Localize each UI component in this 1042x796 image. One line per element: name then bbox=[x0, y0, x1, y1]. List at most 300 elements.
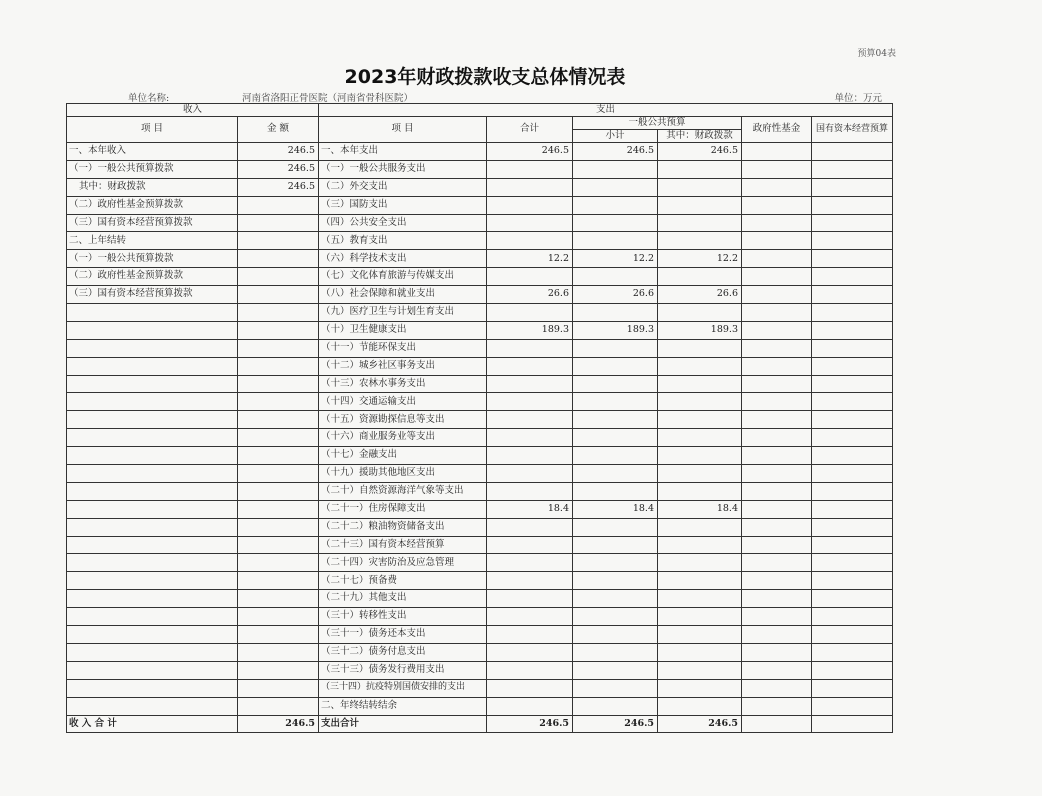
income-item-cell: 一、本年收入 bbox=[67, 143, 238, 161]
expenditure-item-cell: （五）教育支出 bbox=[319, 232, 487, 250]
income-amount-cell bbox=[238, 339, 319, 357]
fiscal-grant-cell bbox=[658, 697, 742, 715]
state-capital-cell bbox=[812, 661, 893, 679]
subtotal-cell bbox=[573, 554, 658, 572]
income-amount-cell bbox=[238, 518, 319, 536]
table-row bbox=[67, 572, 893, 590]
expenditure-item-cell: （二十二）粮油物资储备支出 bbox=[319, 518, 487, 536]
total-cell bbox=[487, 196, 573, 214]
total-cell: 18.4 bbox=[487, 500, 573, 518]
table-row bbox=[67, 554, 893, 572]
state-capital-cell bbox=[812, 626, 893, 644]
income-item-cell: （三）国有资本经营预算拨款 bbox=[67, 214, 238, 232]
total-cell bbox=[487, 697, 573, 715]
income-amount-cell bbox=[238, 196, 319, 214]
expenditure-item-cell: （十七）金融支出 bbox=[319, 447, 487, 465]
total-cell bbox=[487, 232, 573, 250]
fiscal-grant-cell bbox=[658, 357, 742, 375]
gov-fund-cell bbox=[742, 143, 812, 161]
fiscal-grant-cell bbox=[658, 554, 742, 572]
expenditure-item-cell: （六）科学技术支出 bbox=[319, 250, 487, 268]
table-row bbox=[67, 465, 893, 483]
expenditure-item-cell: （七）文化体育旅游与传媒支出 bbox=[319, 268, 487, 286]
income-item-cell: （一）一般公共预算拨款 bbox=[67, 250, 238, 268]
expenditure-item-cell: （三十四）抗疫特别国债安排的支出 bbox=[319, 679, 487, 697]
income-item-cell bbox=[67, 357, 238, 375]
fiscal-grant-cell bbox=[658, 375, 742, 393]
income-amount-cell bbox=[238, 375, 319, 393]
income-item-cell bbox=[67, 339, 238, 357]
income-amount-cell bbox=[238, 268, 319, 286]
expenditure-item-cell: （二十一）住房保障支出 bbox=[319, 500, 487, 518]
fiscal-grant-cell bbox=[658, 518, 742, 536]
subtotal-cell bbox=[573, 232, 658, 250]
income-amount-cell: 246.5 bbox=[238, 160, 319, 178]
fiscal-grant-cell bbox=[658, 661, 742, 679]
total-cell bbox=[487, 608, 573, 626]
subtotal-cell bbox=[573, 178, 658, 196]
total-cell bbox=[487, 357, 573, 375]
state-capital-cell bbox=[812, 518, 893, 536]
expenditure-item-cell: （十五）资源勘探信息等支出 bbox=[319, 411, 487, 429]
expenditure-item-cell: （二）外交支出 bbox=[319, 178, 487, 196]
subtotal-cell: 26.6 bbox=[573, 286, 658, 304]
income-item-cell: （二）政府性基金预算拨款 bbox=[67, 196, 238, 214]
state-capital-cell bbox=[812, 321, 893, 339]
income-amount-cell bbox=[238, 572, 319, 590]
total-cell: 12.2 bbox=[487, 250, 573, 268]
total-cell bbox=[487, 375, 573, 393]
expenditure-item-cell: （四）公共安全支出 bbox=[319, 214, 487, 232]
gov-fund-cell bbox=[742, 393, 812, 411]
state-capital-cell bbox=[812, 482, 893, 500]
total-header: 合计 bbox=[487, 117, 573, 143]
table-row bbox=[67, 679, 893, 697]
total-cell bbox=[487, 590, 573, 608]
expenditure-item-cell: （二十七）预备费 bbox=[319, 572, 487, 590]
state-capital-total bbox=[812, 715, 893, 733]
gov-fund-header: 政府性基金 bbox=[742, 117, 812, 143]
income-amount-cell bbox=[238, 679, 319, 697]
fiscal-grant-cell bbox=[658, 304, 742, 322]
table-row bbox=[67, 232, 893, 250]
gov-fund-cell bbox=[742, 232, 812, 250]
income-amount-cell bbox=[238, 661, 319, 679]
state-capital-cell bbox=[812, 429, 893, 447]
gov-fund-cell bbox=[742, 250, 812, 268]
subtotal-cell bbox=[573, 196, 658, 214]
fiscal-grant-cell bbox=[658, 160, 742, 178]
table-row bbox=[67, 214, 893, 232]
subtotal-cell bbox=[573, 608, 658, 626]
state-capital-cell bbox=[812, 465, 893, 483]
fiscal-grant-cell bbox=[658, 482, 742, 500]
income-item-cell bbox=[67, 661, 238, 679]
table-row bbox=[67, 357, 893, 375]
state-capital-cell bbox=[812, 196, 893, 214]
income-amount-cell bbox=[238, 626, 319, 644]
total-cell bbox=[487, 214, 573, 232]
total-cell: 26.6 bbox=[487, 286, 573, 304]
income-item-cell bbox=[67, 643, 238, 661]
total-cell bbox=[487, 465, 573, 483]
income-item-cell bbox=[67, 626, 238, 644]
income-amount-cell bbox=[238, 608, 319, 626]
income-header: 收入 bbox=[67, 104, 319, 117]
expenditure-header: 支出 bbox=[319, 104, 893, 117]
fiscal-grant-cell: 12.2 bbox=[658, 250, 742, 268]
income-item-cell bbox=[67, 536, 238, 554]
gov-fund-cell bbox=[742, 447, 812, 465]
subtotal-cell: 246.5 bbox=[573, 143, 658, 161]
table-row bbox=[67, 375, 893, 393]
subtotal-cell bbox=[573, 465, 658, 483]
income-amount-cell bbox=[238, 286, 319, 304]
expenditure-item-cell: 二、年终结转结余 bbox=[319, 697, 487, 715]
subtotal-cell bbox=[573, 214, 658, 232]
income-amount-cell bbox=[238, 643, 319, 661]
state-capital-cell bbox=[812, 643, 893, 661]
expenditure-item-cell: 一、本年支出 bbox=[319, 143, 487, 161]
subtotal-total: 246.5 bbox=[573, 715, 658, 733]
expenditure-item-cell: （十四）交通运输支出 bbox=[319, 393, 487, 411]
income-item-cell: 其中：财政拨款 bbox=[67, 178, 238, 196]
income-amount-cell: 246.5 bbox=[238, 143, 319, 161]
state-capital-cell bbox=[812, 411, 893, 429]
general-budget-header: 一般公共预算 bbox=[573, 117, 742, 130]
state-capital-cell bbox=[812, 608, 893, 626]
state-capital-cell bbox=[812, 590, 893, 608]
state-capital-cell bbox=[812, 178, 893, 196]
expenditure-item-cell: （二十三）国有资本经营预算 bbox=[319, 536, 487, 554]
gov-fund-cell bbox=[742, 643, 812, 661]
state-capital-cell bbox=[812, 286, 893, 304]
expenditure-item-cell: （三十三）债务发行费用支出 bbox=[319, 661, 487, 679]
income-amount-cell bbox=[238, 411, 319, 429]
income-item-cell bbox=[67, 482, 238, 500]
income-amount-cell bbox=[238, 393, 319, 411]
income-item-cell bbox=[67, 608, 238, 626]
income-item-cell bbox=[67, 679, 238, 697]
subtotal-cell bbox=[573, 697, 658, 715]
page-title: 2023年财政拨款收支总体情况表 bbox=[344, 66, 626, 88]
table-row bbox=[67, 411, 893, 429]
total-cell bbox=[487, 679, 573, 697]
total-cell bbox=[487, 268, 573, 286]
gov-fund-cell bbox=[742, 214, 812, 232]
expenditure-item-cell: （十九）援助其他地区支出 bbox=[319, 465, 487, 483]
gov-fund-cell bbox=[742, 286, 812, 304]
gov-fund-cell bbox=[742, 268, 812, 286]
gov-fund-cell bbox=[742, 321, 812, 339]
income-amount-cell bbox=[238, 250, 319, 268]
income-amount-cell: 246.5 bbox=[238, 178, 319, 196]
total-cell bbox=[487, 339, 573, 357]
total-cell bbox=[487, 304, 573, 322]
state-capital-cell bbox=[812, 143, 893, 161]
income-amount-cell bbox=[238, 482, 319, 500]
total-cell bbox=[487, 447, 573, 465]
total-cell bbox=[487, 518, 573, 536]
state-capital-cell bbox=[812, 357, 893, 375]
table-row bbox=[67, 304, 893, 322]
income-item-cell bbox=[67, 465, 238, 483]
gov-fund-cell bbox=[742, 500, 812, 518]
gov-fund-cell bbox=[742, 411, 812, 429]
state-capital-cell bbox=[812, 572, 893, 590]
table-row bbox=[67, 250, 893, 268]
subtotal-cell bbox=[573, 429, 658, 447]
income-item-cell bbox=[67, 321, 238, 339]
table-row bbox=[67, 697, 893, 715]
income-item-cell: （一）一般公共预算拨款 bbox=[67, 160, 238, 178]
state-capital-cell bbox=[812, 339, 893, 357]
table-row bbox=[67, 178, 893, 196]
expenditure-item-cell: （二十）自然资源海洋气象等支出 bbox=[319, 482, 487, 500]
gov-fund-cell bbox=[742, 429, 812, 447]
gov-fund-cell bbox=[742, 536, 812, 554]
gov-fund-cell bbox=[742, 661, 812, 679]
income-amount-cell bbox=[238, 357, 319, 375]
state-capital-cell bbox=[812, 375, 893, 393]
income-total-label: 收 入 合 计 bbox=[67, 715, 238, 733]
subtotal-cell bbox=[573, 357, 658, 375]
subtotal-cell bbox=[573, 447, 658, 465]
state-capital-cell bbox=[812, 250, 893, 268]
total-cell bbox=[487, 626, 573, 644]
expenditure-item-header: 项 目 bbox=[319, 117, 487, 143]
gov-fund-cell bbox=[742, 554, 812, 572]
fiscal-grant-cell bbox=[658, 679, 742, 697]
fiscal-grant-cell bbox=[658, 536, 742, 554]
unit-name-value: 河南省洛阳正骨医院（河南省骨科医院） bbox=[242, 93, 414, 104]
income-item-header: 项 目 bbox=[67, 117, 238, 143]
fiscal-grant-cell bbox=[658, 608, 742, 626]
state-capital-cell bbox=[812, 697, 893, 715]
total-cell bbox=[487, 661, 573, 679]
state-capital-cell bbox=[812, 447, 893, 465]
expenditure-item-cell: （十三）农林水事务支出 bbox=[319, 375, 487, 393]
total-cell bbox=[487, 482, 573, 500]
fiscal-grant-cell bbox=[658, 339, 742, 357]
fiscal-grant-cell bbox=[658, 626, 742, 644]
subtotal-cell bbox=[573, 375, 658, 393]
expenditure-item-cell: （三十）转移性支出 bbox=[319, 608, 487, 626]
income-amount-cell bbox=[238, 232, 319, 250]
income-item-cell bbox=[67, 393, 238, 411]
header-row-1 bbox=[67, 104, 893, 117]
expenditure-item-cell: （八）社会保障和就业支出 bbox=[319, 286, 487, 304]
gov-fund-cell bbox=[742, 375, 812, 393]
gov-fund-cell bbox=[742, 572, 812, 590]
income-amount-cell bbox=[238, 214, 319, 232]
subtotal-cell bbox=[573, 268, 658, 286]
header-row-2 bbox=[67, 117, 893, 130]
state-capital-cell bbox=[812, 554, 893, 572]
gov-fund-cell bbox=[742, 697, 812, 715]
gov-fund-cell bbox=[742, 339, 812, 357]
total-cell: 189.3 bbox=[487, 321, 573, 339]
total-cell bbox=[487, 572, 573, 590]
table-row bbox=[67, 661, 893, 679]
subtotal-cell bbox=[573, 679, 658, 697]
fiscal-grant-cell: 18.4 bbox=[658, 500, 742, 518]
state-capital-cell bbox=[812, 268, 893, 286]
gov-fund-cell bbox=[742, 608, 812, 626]
income-item-cell bbox=[67, 554, 238, 572]
total-cell bbox=[487, 178, 573, 196]
state-capital-cell bbox=[812, 160, 893, 178]
state-capital-cell bbox=[812, 500, 893, 518]
table-row bbox=[67, 482, 893, 500]
fiscal-grant-cell bbox=[658, 214, 742, 232]
fiscal-grant-cell bbox=[658, 268, 742, 286]
state-capital-cell bbox=[812, 304, 893, 322]
fiscal-grant-cell bbox=[658, 572, 742, 590]
table-row bbox=[67, 536, 893, 554]
subtotal-cell bbox=[573, 643, 658, 661]
subtotal-cell bbox=[573, 393, 658, 411]
subtotal-cell bbox=[573, 482, 658, 500]
income-amount-cell bbox=[238, 697, 319, 715]
income-amount-cell bbox=[238, 500, 319, 518]
document-code: 预算04表 bbox=[857, 49, 896, 59]
table-row bbox=[67, 393, 893, 411]
subtotal-cell: 18.4 bbox=[573, 500, 658, 518]
expenditure-item-cell: （十一）节能环保支出 bbox=[319, 339, 487, 357]
expenditure-item-cell: （三十二）债务付息支出 bbox=[319, 643, 487, 661]
fiscal-grant-cell bbox=[658, 447, 742, 465]
income-item-cell bbox=[67, 304, 238, 322]
subtotal-cell: 189.3 bbox=[573, 321, 658, 339]
state-capital-cell bbox=[812, 393, 893, 411]
state-capital-header: 国有资本经营预算 bbox=[812, 117, 893, 143]
subtotal-cell bbox=[573, 160, 658, 178]
income-amount-cell bbox=[238, 465, 319, 483]
subtotal-cell bbox=[573, 536, 658, 554]
table-row bbox=[67, 608, 893, 626]
expenditure-item-cell: （九）医疗卫生与计划生育支出 bbox=[319, 304, 487, 322]
fiscal-grant-total: 246.5 bbox=[658, 715, 742, 733]
expenditure-item-cell: （十二）城乡社区事务支出 bbox=[319, 357, 487, 375]
income-item-cell: （二）政府性基金预算拨款 bbox=[67, 268, 238, 286]
table-row bbox=[67, 196, 893, 214]
expenditure-item-cell: （十六）商业服务业等支出 bbox=[319, 429, 487, 447]
fiscal-grant-cell bbox=[658, 429, 742, 447]
total-cell bbox=[487, 536, 573, 554]
income-amount-cell bbox=[238, 536, 319, 554]
subtotal-header: 小计 bbox=[573, 130, 658, 143]
table-row bbox=[67, 626, 893, 644]
fiscal-grant-cell bbox=[658, 178, 742, 196]
gov-fund-cell bbox=[742, 304, 812, 322]
table-row bbox=[67, 429, 893, 447]
subtotal-cell bbox=[573, 411, 658, 429]
fiscal-grant-cell bbox=[658, 232, 742, 250]
income-item-cell bbox=[67, 375, 238, 393]
expenditure-item-cell: （二十九）其他支出 bbox=[319, 590, 487, 608]
expenditure-total-label: 支出合计 bbox=[319, 715, 487, 733]
income-item-cell bbox=[67, 429, 238, 447]
total-cell bbox=[487, 160, 573, 178]
fiscal-grant-cell bbox=[658, 465, 742, 483]
income-item-cell bbox=[67, 447, 238, 465]
income-item-cell bbox=[67, 518, 238, 536]
gov-fund-cell bbox=[742, 518, 812, 536]
table-row bbox=[67, 143, 893, 161]
income-item-cell bbox=[67, 590, 238, 608]
fiscal-grant-cell: 189.3 bbox=[658, 321, 742, 339]
total-cell bbox=[487, 554, 573, 572]
state-capital-cell bbox=[812, 679, 893, 697]
fiscal-grant-cell bbox=[658, 643, 742, 661]
total-cell: 246.5 bbox=[487, 143, 573, 161]
gov-fund-cell bbox=[742, 626, 812, 644]
total-cell bbox=[487, 411, 573, 429]
state-capital-cell bbox=[812, 214, 893, 232]
income-total-amount: 246.5 bbox=[238, 715, 319, 733]
subtotal-cell bbox=[573, 590, 658, 608]
gov-fund-total bbox=[742, 715, 812, 733]
income-amount-cell bbox=[238, 304, 319, 322]
income-item-cell: 二、上年结转 bbox=[67, 232, 238, 250]
total-cell bbox=[487, 643, 573, 661]
income-item-cell bbox=[67, 572, 238, 590]
gov-fund-cell bbox=[742, 178, 812, 196]
fiscal-grant-cell: 26.6 bbox=[658, 286, 742, 304]
income-item-cell bbox=[67, 411, 238, 429]
income-amount-cell bbox=[238, 429, 319, 447]
subtotal-cell: 12.2 bbox=[573, 250, 658, 268]
subtotal-cell bbox=[573, 572, 658, 590]
fiscal-grant-cell bbox=[658, 393, 742, 411]
table-row bbox=[67, 590, 893, 608]
table-row bbox=[67, 286, 893, 304]
subtotal-cell bbox=[573, 304, 658, 322]
gov-fund-cell bbox=[742, 465, 812, 483]
income-amount-cell bbox=[238, 447, 319, 465]
income-amount-header: 金 额 bbox=[238, 117, 319, 143]
income-amount-cell bbox=[238, 590, 319, 608]
fiscal-grant-cell bbox=[658, 411, 742, 429]
table-row bbox=[67, 447, 893, 465]
fiscal-grant-cell bbox=[658, 590, 742, 608]
total-cell bbox=[487, 429, 573, 447]
income-amount-cell bbox=[238, 554, 319, 572]
money-unit: 单位：万元 bbox=[834, 93, 882, 104]
table-row bbox=[67, 518, 893, 536]
subtotal-cell bbox=[573, 518, 658, 536]
fiscal-grant-cell: 246.5 bbox=[658, 143, 742, 161]
subtotal-cell bbox=[573, 626, 658, 644]
table-row bbox=[67, 268, 893, 286]
expenditure-item-cell: （三）国防支出 bbox=[319, 196, 487, 214]
totals-row bbox=[67, 715, 893, 733]
table-row bbox=[67, 643, 893, 661]
fiscal-grant-header: 其中：财政拨款 bbox=[658, 130, 742, 143]
gov-fund-cell bbox=[742, 357, 812, 375]
gov-fund-cell bbox=[742, 160, 812, 178]
expenditure-item-cell: （一）一般公共服务支出 bbox=[319, 160, 487, 178]
gov-fund-cell bbox=[742, 482, 812, 500]
gov-fund-cell bbox=[742, 590, 812, 608]
fiscal-grant-cell bbox=[658, 196, 742, 214]
subtotal-cell bbox=[573, 661, 658, 679]
budget-table bbox=[66, 103, 893, 733]
unit-name-label: 单位名称: bbox=[128, 93, 170, 104]
income-item-cell: （三）国有资本经营预算拨款 bbox=[67, 286, 238, 304]
table-row bbox=[67, 339, 893, 357]
